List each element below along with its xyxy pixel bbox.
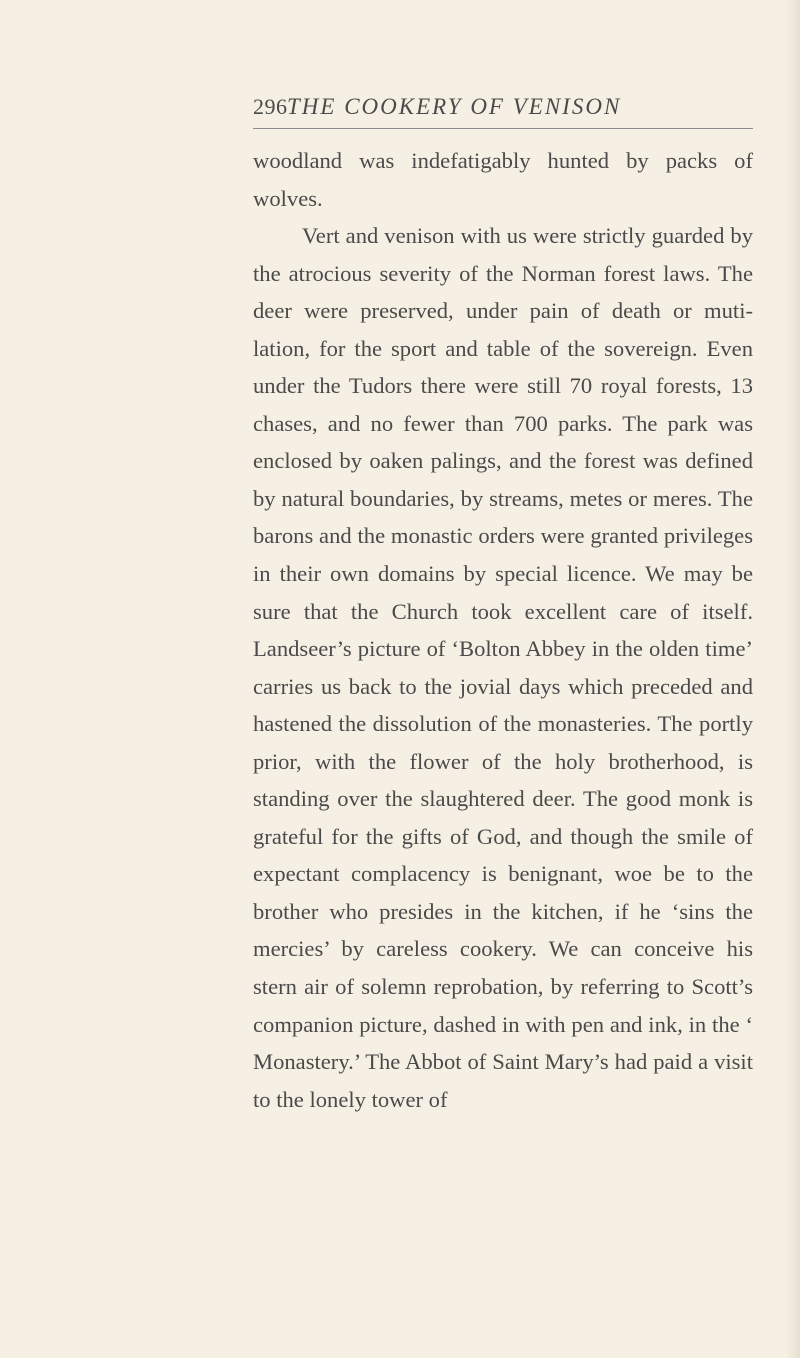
body-text — [253, 142, 753, 1118]
page-header — [253, 92, 753, 126]
page-edge-shadow — [786, 0, 800, 1358]
paragraph-vert-and-venison: Vert and venison with us were strictly guarded by the atrocious severity of the Norman forest laws. The deer were preserved, under pain of death or muti-lation, for the sport and table of the sovereign. Even under the Tudors there were still 70 royal forests, 13 chases, and no fewer than 700 parks. The park was enclosed by oaken palings, and the forest was defined by natural boundaries, by streams, metes or meres. The barons and the monastic orders were granted privileges in their own domains by special licence. We may be sure that the Church took excellent care of itself. Landseer’s picture of ‘Bolton Abbey in the olden time’ carries us back to the jovial days which preceded and hastened the dissolution of the monasteries. The portly prior, with the flower of the holy brotherhood, is standing over the slaughtered deer. The good monk is grateful for the gifts of God, and though the smile of expectant complacency is benignant, woe be to the brother who presides in the kitchen, if he ‘sins the mercies’ by careless cookery. We can conceive his stern air of solemn reprobation, by referring to Scott’s companion picture, dashed in with pen and ink, in the ‘ Monastery.’ The Abbot of Saint Mary’s had paid a visit to the lonely tower of — [253, 223, 753, 1112]
header-rule — [253, 128, 753, 129]
page-number: 296 — [253, 94, 288, 119]
paragraph-continuation: woodland was indefatigably hunted by packs of wolves. — [253, 148, 753, 211]
running-title: THE COOKERY OF VENISON — [287, 94, 622, 119]
